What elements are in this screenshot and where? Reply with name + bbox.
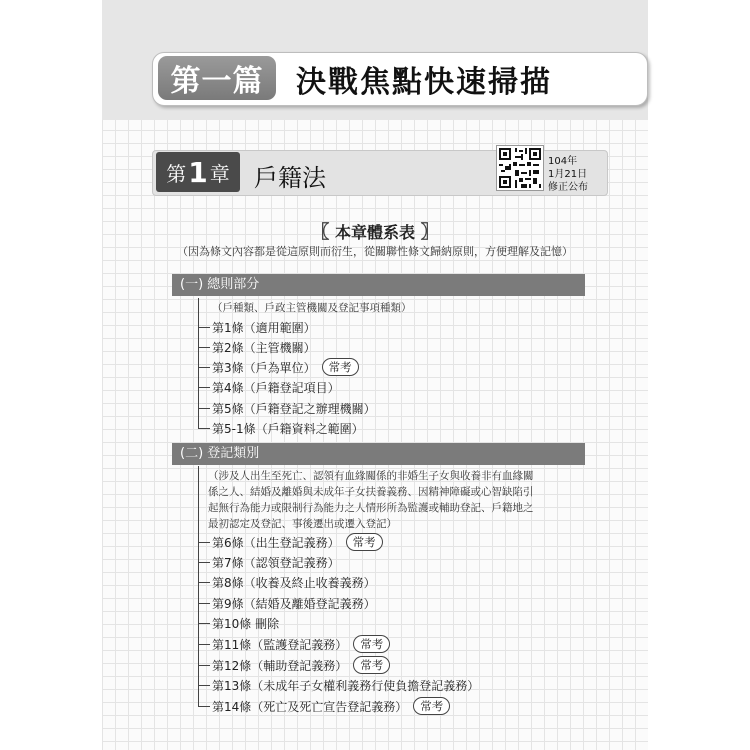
chapter-title: 戶籍法 bbox=[254, 164, 326, 192]
article-label: 第7條（認領登記義務） bbox=[212, 555, 340, 570]
article-label: 第11條（監護登記義務） bbox=[212, 637, 348, 652]
note-line: 最初認定及登記、事後遷出或遷入登記） bbox=[208, 518, 397, 530]
qr-code-icon[interactable] bbox=[496, 145, 544, 191]
list-item bbox=[198, 675, 479, 695]
article-label: 第1條（適用範圍） bbox=[212, 320, 316, 335]
frequently-tested-badge: 常考 bbox=[353, 656, 390, 674]
article-label: 第13條（未成年子女權利義務行使負擔登記義務） bbox=[212, 678, 480, 693]
frequently-tested-badge: 常考 bbox=[322, 358, 359, 376]
note-line: 係之人、結婚及離婚與未成年子女扶養義務、因精神障礙或心智缺陷引 bbox=[208, 486, 534, 498]
list-item bbox=[198, 572, 376, 592]
article-label: 第12條（輔助登記義務） bbox=[212, 658, 348, 673]
note-line: （涉及人出生至死亡、認領有血緣關係的非婚生子女與收養非有血緣關 bbox=[208, 470, 534, 482]
amendment-date bbox=[548, 155, 588, 194]
part-title: 決戰焦點快速掃描 bbox=[296, 65, 552, 100]
amend-line: 1月21日 bbox=[548, 169, 588, 180]
close-bracket: 〗 bbox=[420, 222, 439, 243]
amend-line: 修正公布 bbox=[548, 182, 588, 193]
article-label: 第8條（收養及終止收養義務） bbox=[212, 575, 376, 590]
chapter-suffix: 章 bbox=[209, 161, 230, 186]
note-line: 起無行為能力或限制行為能力之人情形所為監護或輔助登記、戶籍地之 bbox=[208, 502, 534, 514]
open-bracket: 〖 bbox=[311, 222, 330, 243]
article-label: 第4條（戶籍登記項目） bbox=[212, 380, 340, 395]
article-label: 第3條（戶為單位） bbox=[212, 360, 316, 375]
list-item bbox=[198, 337, 316, 357]
article-label: 第6條（出生登記義務） bbox=[212, 535, 340, 550]
list-item bbox=[198, 357, 359, 377]
article-label: 第5條（戶籍登記之辦理機關） bbox=[212, 401, 376, 416]
section-heading: (一) 總則部分 bbox=[172, 274, 585, 296]
article-label: 第9條（結婚及離婚登記義務） bbox=[212, 596, 376, 611]
list-item bbox=[198, 593, 376, 613]
article-label: 第2條（主管機關） bbox=[212, 340, 316, 355]
chapter-prefix: 第 bbox=[166, 161, 187, 186]
section-note: （戶種類、戶政主管機關及登記事項種類） bbox=[212, 302, 412, 314]
list-item bbox=[198, 532, 383, 552]
frequently-tested-badge: 常考 bbox=[413, 697, 450, 715]
frequently-tested-badge: 常考 bbox=[353, 635, 390, 653]
list-item bbox=[198, 317, 316, 337]
part-label: 第一篇 bbox=[158, 56, 276, 100]
system-table-title bbox=[0, 218, 750, 244]
list-item bbox=[198, 398, 376, 418]
list-item bbox=[198, 634, 390, 654]
list-item bbox=[198, 418, 364, 438]
article-label: 第10條 刪除 bbox=[212, 616, 280, 631]
system-title-text: 本章體系表 bbox=[334, 223, 415, 242]
article-label: 第14條（死亡及死亡宣告登記義務） bbox=[212, 699, 408, 714]
list-item bbox=[198, 696, 450, 716]
chapter-label bbox=[156, 152, 240, 192]
section-heading: (二) 登記類別 bbox=[172, 443, 585, 465]
frequently-tested-badge: 常考 bbox=[346, 533, 383, 551]
list-item bbox=[198, 377, 340, 397]
chapter-number: 1 bbox=[188, 155, 208, 189]
list-item bbox=[198, 613, 279, 633]
system-table-note: （因為條文內容都是從這原則而衍生，從關聯性條文歸納原則，方便理解及記憶） bbox=[177, 245, 573, 258]
article-label: 第5-1條（戶籍資料之範圍） bbox=[212, 421, 364, 436]
amend-line: 104年 bbox=[548, 156, 578, 167]
list-item bbox=[198, 552, 340, 572]
list-item bbox=[198, 655, 390, 675]
section-note bbox=[208, 468, 588, 532]
